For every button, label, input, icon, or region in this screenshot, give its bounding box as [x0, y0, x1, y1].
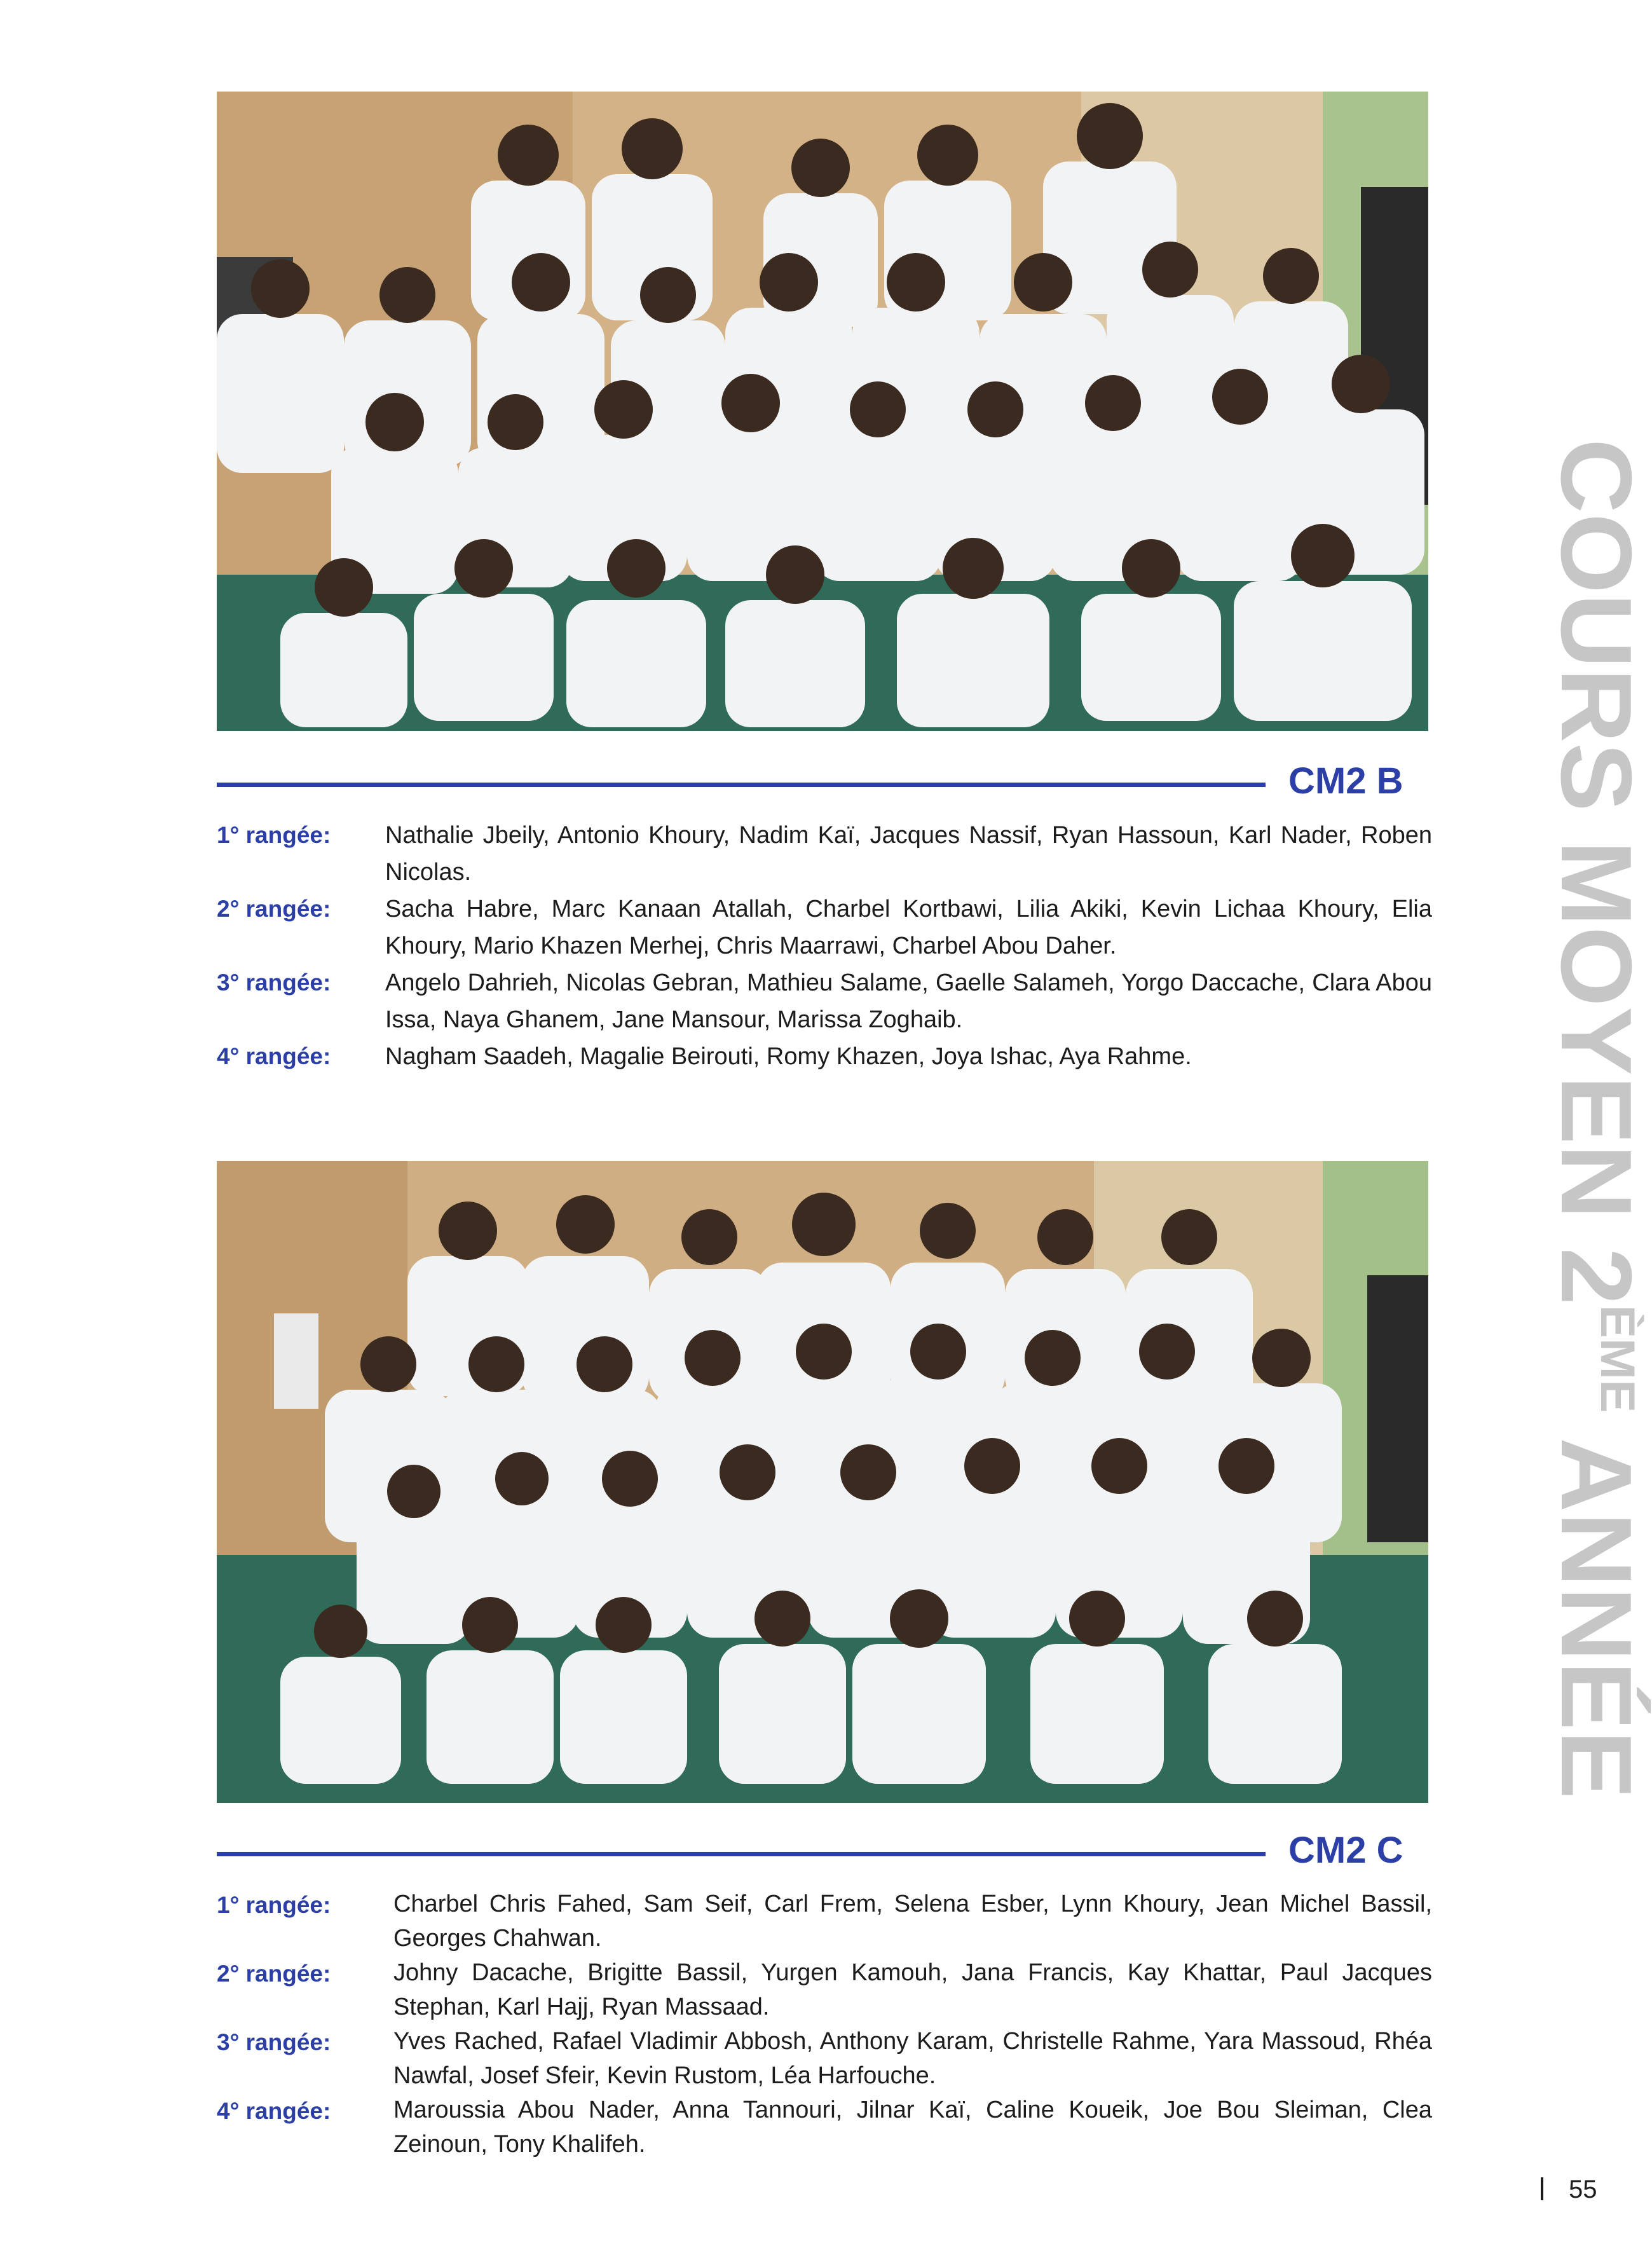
row-label: 1° rangée: — [217, 1892, 331, 1918]
row-names: Nagham Saadeh, Magalie Beirouti, Romy Khazen, Joya Ishac, Aya Rahme. — [385, 1043, 1192, 1070]
row-names: Angelo Dahrieh, Nicolas Gebran, Mathieu Salame, Gaelle Salameh, Yorgo Daccache, Clara Abou Issa, Naya Ghanem, Jane Mansour, Marissa Zoghaib. — [385, 969, 1432, 1033]
row-names: Charbel Chris Fahed, Sam Seif, Carl Frem, Selena Esber, Lynn Khoury, Jean Michel Bassil, Georges Chahwan. — [393, 1891, 1432, 1952]
row-list-cm2-c — [217, 1887, 1432, 2161]
class-photo-cm2-b — [217, 92, 1428, 731]
section-divider — [217, 1852, 1266, 1856]
svg-text:COURS MOYEN 2ÈME ANNÉE — [1540, 439, 1652, 1799]
vertical-page-title — [1487, 439, 1652, 1825]
class-photo-image — [217, 92, 1428, 731]
row-names: Sacha Habre, Marc Kanaan Atallah, Charbel Kortbawi, Lilia Akiki, Kevin Lichaa Khoury, Elia Khoury, Mario Khazen Merhej, Chris Maarrawi, Charbel Abou Daher. — [385, 896, 1432, 959]
list-item — [217, 817, 1432, 891]
class-photo-cm2-c — [217, 1161, 1428, 1803]
row-list-cm2-b — [217, 817, 1432, 1075]
row-label: 2° rangée: — [217, 896, 331, 922]
vertical-title-main: COURS MOYEN 2 — [1540, 439, 1652, 1282]
section-divider — [217, 783, 1266, 787]
section-title-cm2-c: CM2 C — [1288, 1830, 1403, 1871]
row-names: Maroussia Abou Nader, Anna Tannouri, Jilnar Kaï, Caline Koueik, Joe Bou Sleiman, Clea Zeinoun, Tony Khalifeh. — [393, 2097, 1432, 2158]
list-item — [217, 1955, 1432, 2024]
vertical-title-end: ANNÉE — [1540, 1413, 1652, 1789]
list-item — [217, 2093, 1432, 2161]
row-label: 1° rangée: — [217, 822, 331, 848]
page-footer — [1541, 2175, 1597, 2204]
row-label: 3° rangée: — [217, 969, 331, 996]
list-item — [217, 964, 1432, 1038]
class-photo-image — [217, 1161, 1428, 1803]
list-item — [217, 2024, 1432, 2093]
page-number: 55 — [1569, 2175, 1597, 2203]
row-label: 3° rangée: — [217, 2029, 331, 2055]
row-names: Nathalie Jbeily, Antonio Khoury, Nadim Kaï, Jacques Nassif, Ryan Hassoun, Karl Nader, Roben Nicolas. — [385, 822, 1432, 886]
row-label: 4° rangée: — [217, 2098, 331, 2124]
list-item — [217, 891, 1432, 964]
row-names: Johny Dacache, Brigitte Bassil, Yurgen Kamouh, Jana Francis, Kay Khattar, Paul Jacques Stephan, Karl Hajj, Ryan Massaad. — [393, 1959, 1432, 2020]
row-names: Yves Rached, Rafael Vladimir Abbosh, Anthony Karam, Christelle Rahme, Yara Massoud, Rhéa Nawfal, Josef Sfeir, Kevin Rustom, Léa Harfouche. — [393, 2028, 1432, 2089]
list-item — [217, 1038, 1432, 1075]
section-title-cm2-b: CM2 B — [1288, 760, 1403, 802]
list-item — [217, 1887, 1432, 1955]
row-label: 4° rangée: — [217, 1043, 331, 1069]
vertical-title-superscript: ÈME — [1590, 1305, 1644, 1410]
footer-separator — [1541, 2177, 1543, 2200]
row-label: 2° rangée: — [217, 1961, 331, 1987]
